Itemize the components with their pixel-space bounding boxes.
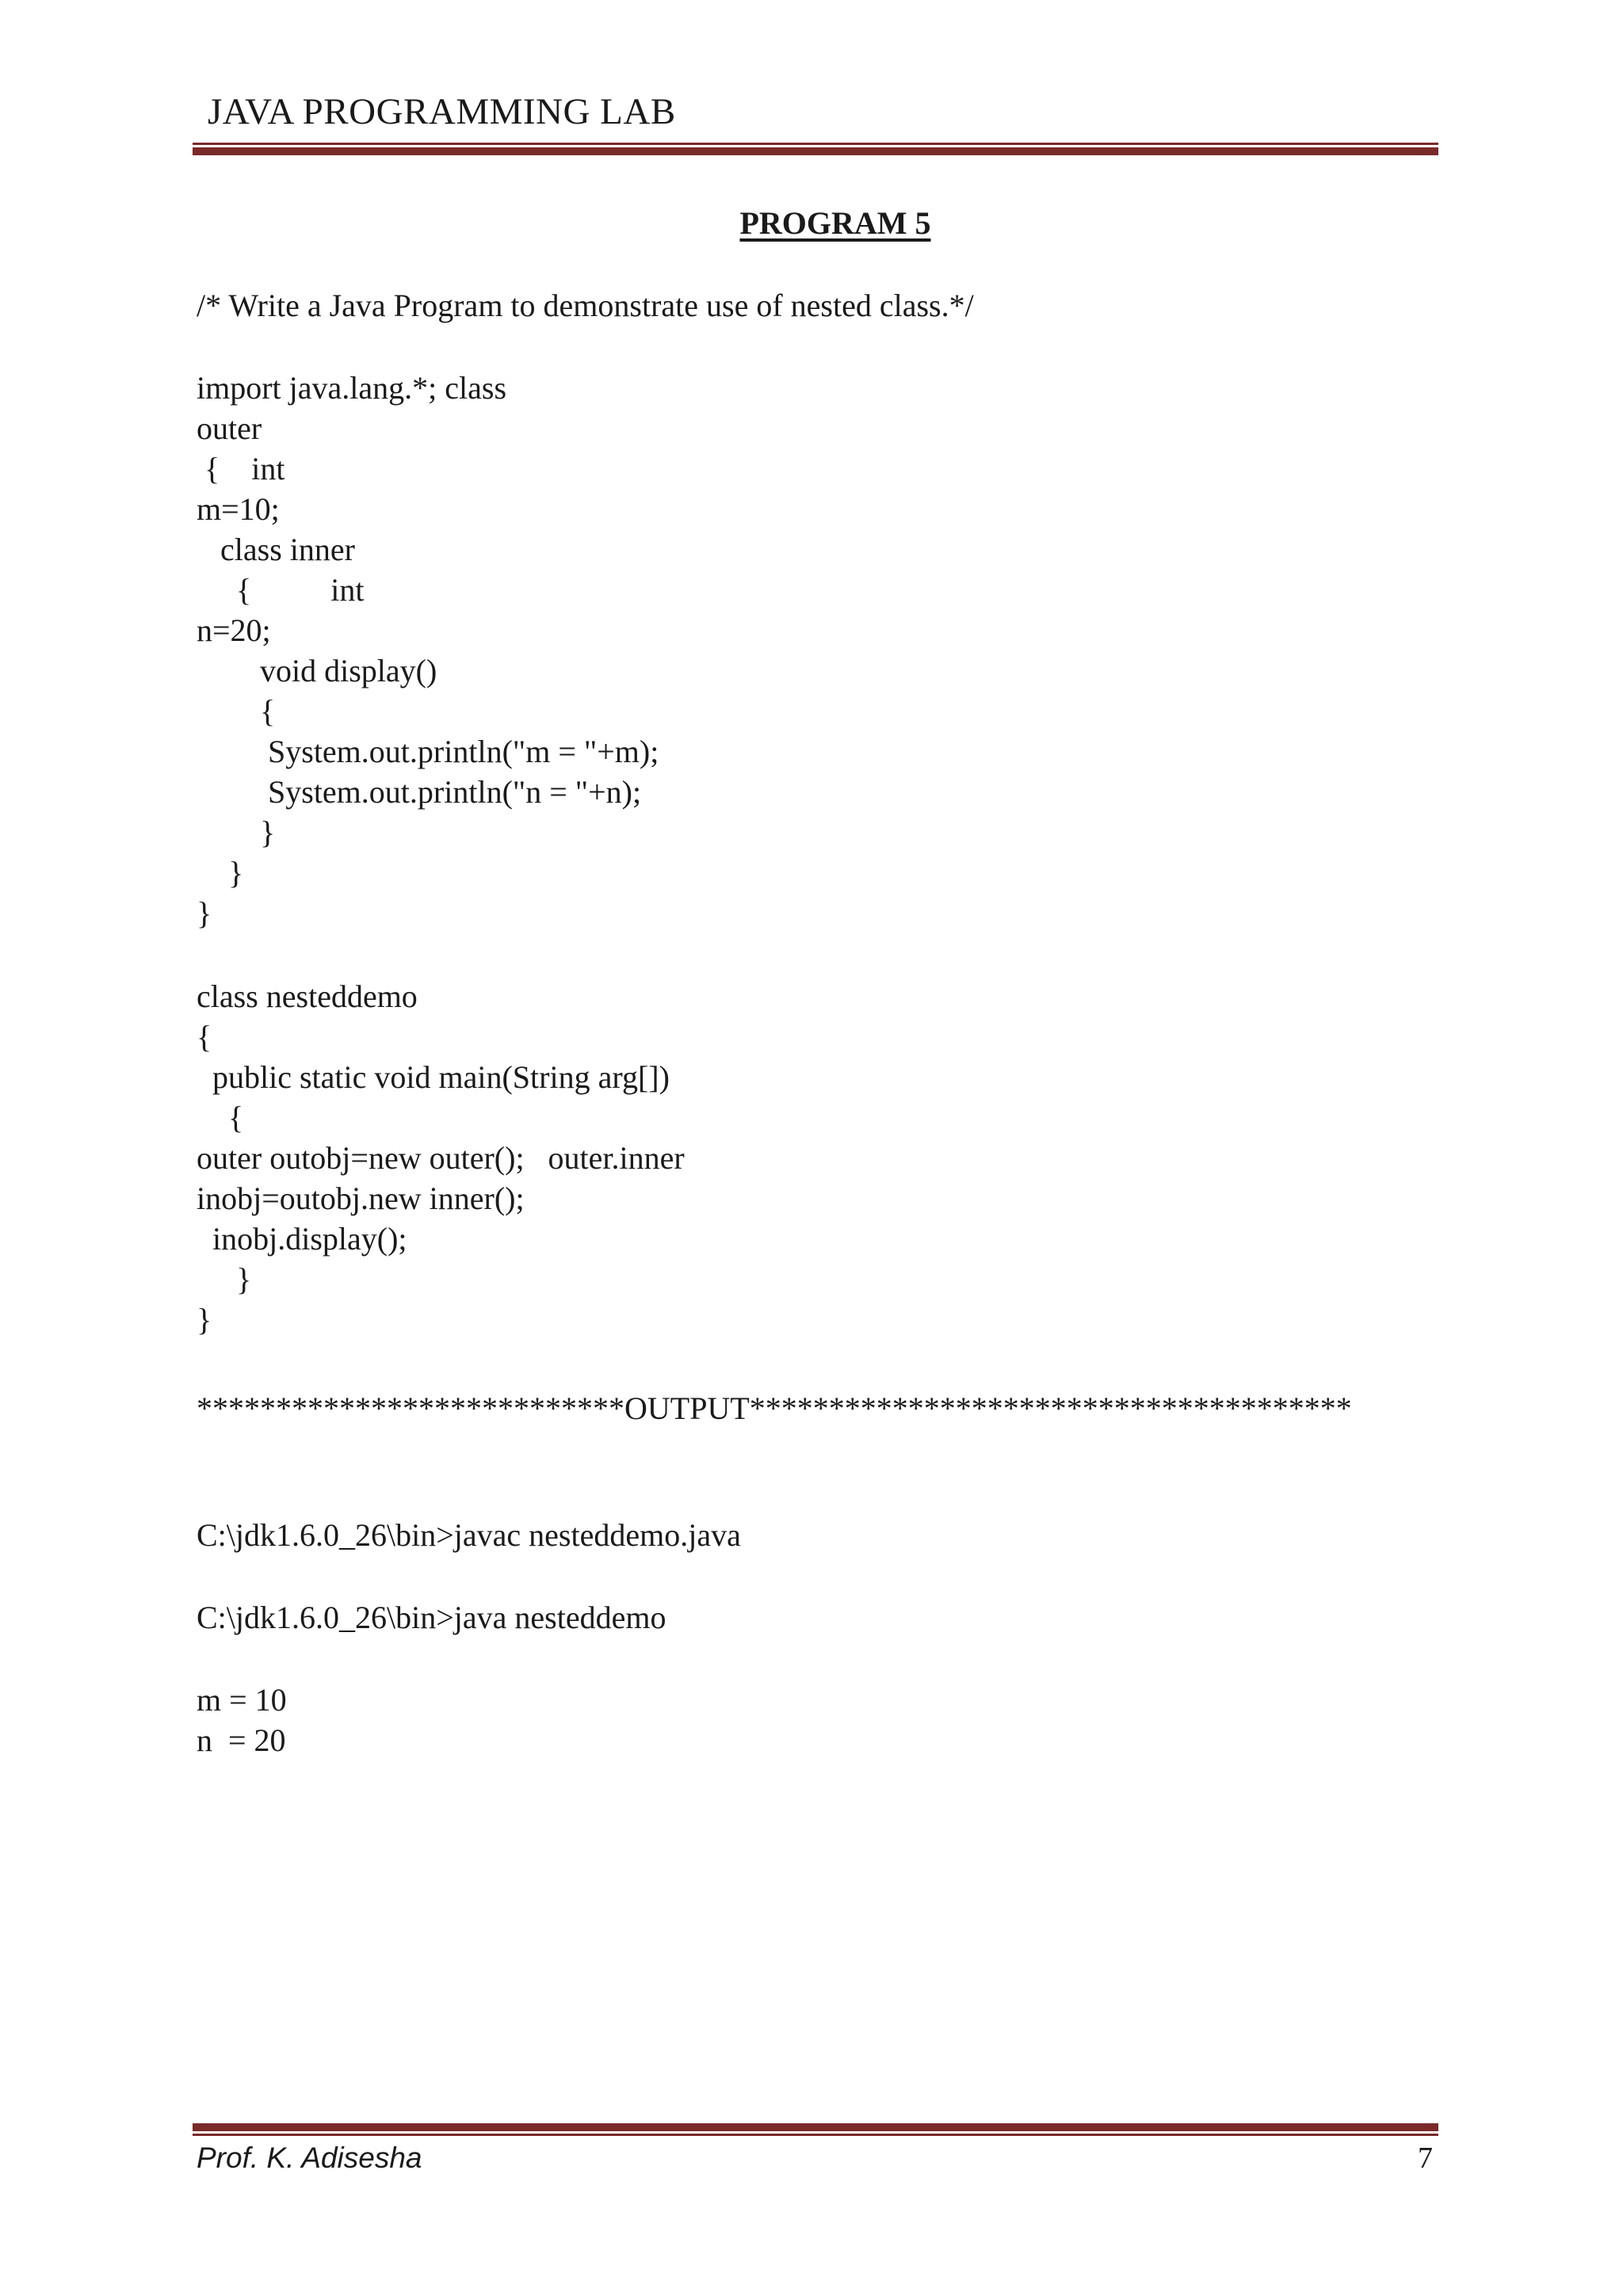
code-line: n=20;: [197, 612, 271, 648]
code-line: {: [197, 1100, 244, 1135]
footer-author: Prof. K. Adisesha: [197, 2142, 422, 2174]
code-line: inobj.display();: [197, 1221, 407, 1257]
code-line: { int: [197, 572, 365, 608]
output-result-n: n = 20: [197, 1722, 286, 1758]
footer-rule-thick: [193, 2123, 1438, 2131]
code-line: import java.lang.*; class: [197, 370, 507, 406]
header-title: JAVA PROGRAMMING LAB: [208, 91, 676, 132]
footer-rule-thin: [193, 2134, 1438, 2136]
header-rule-thin: [193, 143, 1438, 145]
program-heading-text: PROGRAM 5: [739, 205, 931, 241]
code-line: { int: [197, 451, 285, 486]
output-result-m: m = 10: [197, 1682, 287, 1718]
code-line: class inner: [197, 532, 355, 567]
code-line: public static void main(String arg[]): [197, 1059, 670, 1095]
header-rule-thick: [193, 147, 1438, 155]
code-line: System.out.println("n = "+n);: [197, 774, 642, 810]
code-line: outer outobj=new outer(); outer.inner: [197, 1140, 685, 1176]
page-number: 7: [1418, 2142, 1433, 2175]
code-line: {: [197, 693, 276, 729]
code-line: void display(): [197, 653, 437, 688]
code-line: }: [197, 1302, 212, 1337]
code-line: outer: [197, 410, 262, 446]
code-line: }: [197, 1261, 252, 1297]
compile-command: C:\jdk1.6.0_26\bin>javac nesteddemo.java: [197, 1517, 741, 1553]
program-heading: [0, 205, 1623, 241]
code-line: System.out.println("m = "+m);: [197, 734, 659, 769]
code-line: {: [197, 1019, 212, 1055]
code-line: m=10;: [197, 491, 280, 527]
code-line: class nesteddemo: [197, 978, 418, 1014]
code-line: }: [197, 814, 276, 850]
code-line: }: [197, 855, 244, 891]
output-divider: ***************************OUTPUT**************************************: [197, 1390, 1352, 1426]
run-command: C:\jdk1.6.0_26\bin>java nesteddemo: [197, 1600, 666, 1635]
code-line: }: [197, 895, 212, 931]
program-comment: /* Write a Java Program to demonstrate use of nested class.*/: [197, 288, 974, 323]
code-line: inobj=outobj.new inner();: [197, 1180, 525, 1216]
